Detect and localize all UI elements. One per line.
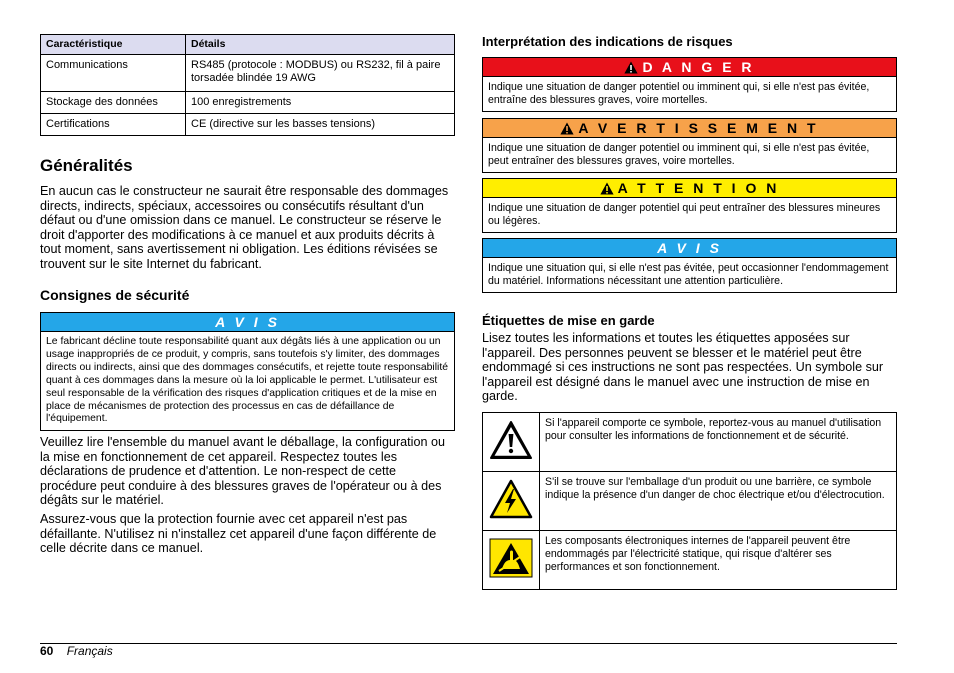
table-cell: CE (directive sur les basses tensions) (186, 114, 455, 136)
footer-divider (40, 643, 897, 644)
symbols-table (482, 412, 897, 590)
danger-text: Indique une situation de danger potentiel ou imminent qui, si elle n'est pas évitée, entraîne des blessures graves, voire mortelles. (488, 81, 870, 106)
symbol-description: Si l'appareil comporte ce symbole, reportez-vous au manuel d'utilisation pour consulter les informations de fonctionnement et de sécurité. (540, 413, 897, 472)
etiquettes-title: Étiquettes de mise en garde (482, 313, 655, 328)
etiquettes-text: Lisez toutes les informations et toutes les étiquettes apposées sur l'appareil. Des personnes peuvent se blesser et le matériel peut être endommagé si ces instructions ne sont pas respectées. Un symbole sur l'appareil est désigné dans le manuel avec une instruction de mise en garde. (482, 331, 884, 404)
table-row (483, 472, 897, 531)
avertissement-box (482, 118, 897, 173)
symbol-description: S'il se trouve sur l'emballage d'un produit ou une barrière, ce symbole indique la présence d'un danger de choc électrique et/ou d'électrocution. (540, 472, 897, 531)
spec-table (40, 34, 455, 136)
avis-label: A V I S (483, 239, 896, 258)
table-cell: 100 enregistrements (186, 92, 455, 114)
footer (40, 644, 113, 658)
generalites-title: Généralités (40, 156, 133, 175)
table-row (483, 413, 897, 472)
warning-triangle-icon (600, 182, 614, 195)
avertissement-text: Indique une situation de danger potentiel ou imminent qui, si elle n'est pas évitée, peut entraîner des blessures graves, voire mortelles. (488, 142, 870, 167)
symbol-cell (483, 413, 540, 472)
attention-box (482, 178, 897, 233)
table-row (483, 531, 897, 590)
table-cell: Certifications (41, 114, 186, 136)
spec-table-header (41, 35, 455, 55)
spec-header-details: Détails (186, 35, 455, 55)
spec-header-caracteristique: Caractéristique (41, 35, 186, 55)
table-cell: Stockage des données (41, 92, 186, 114)
avis-box-consignes (40, 312, 455, 431)
left-column (40, 34, 455, 136)
attention-text: Indique une situation de danger potentiel qui peut entraîner des blessures mineures ou légères. (488, 202, 881, 227)
symbol-description: Les composants électroniques internes de l'appareil peuvent être endommagés par l'électricité statique, qui risque d'altérer ses performances et son fonctionnement. (540, 531, 897, 590)
danger-box (482, 57, 897, 112)
table-row (41, 55, 455, 92)
avis-text: Le fabricant décline toute responsabilité quant aux dégâts liés à une application ou un usage inappropriés de ce produit, y compris, sans toutefois s'y limiter, des dommages directs ou indirects, ainsi que des dommages consécutifs, et rejette toute responsabilité quant à ces dommages dans la mesure où la loi applicable le permet. L'utilisateur est seul responsable de la vérification des risques d'application critiques et de la mise en place de mécanismes de protection des processus en cas de défaillance de l'équipement. (46, 336, 448, 425)
avis-label: A V I S (41, 313, 454, 332)
attention-bar (483, 179, 896, 198)
table-cell: Communications (41, 55, 186, 92)
footer-language: Français (66, 644, 113, 658)
avertissement-bar (483, 119, 896, 138)
avis-text: Indique une situation qui, si elle n'est pas évitée, peut occasionner l'endommagement du matériel. Informations nécessitant une attention particulière. (488, 262, 889, 287)
symbol-cell (483, 531, 540, 590)
avis-box-risques (482, 238, 897, 293)
danger-label: D A N G E R (642, 59, 755, 75)
page-number: 60 (40, 644, 54, 658)
warning-triangle-icon (560, 122, 574, 135)
symbol-cell (483, 472, 540, 531)
warning-exclamation-icon (489, 420, 533, 460)
consignes-title: Consignes de sécurité (40, 287, 190, 303)
table-row (41, 114, 455, 136)
consignes-paragraph-2: Assurez-vous que la protection fournie avec cet appareil n'est pas défaillante. N'utilisez ni n'installez cet appareil d'une façon différente de celle décrite dans ce manuel. (40, 512, 437, 556)
esd-sensitive-icon (489, 538, 533, 578)
generalites-text: En aucun cas le constructeur ne saurait être responsable des dommages directs, indirects, spéciaux, accessoires ou consécutifs résultant d'un défaut ou d'une omission dans ce manuel. Le constructeur se réserve le droit d'apporter des modifications à ce manuel et aux produits décrits à tout moment, sans avertissement ni obligation. Les éditions révisées se trouvent sur le site Internet du fabricant. (40, 184, 449, 271)
consignes-paragraph-1: Veuillez lire l'ensemble du manuel avant le déballage, la configuration ou la mise en fonctionnement de cet appareil. Respectez toutes les déclarations de prudence et d'attention. Le non-respect de cette procédure peut conduire à des blessures graves de l'opérateur ou à des dégâts sur le matériel. (40, 435, 445, 508)
danger-bar (483, 58, 896, 77)
warning-triangle-icon (624, 61, 638, 74)
table-row (41, 92, 455, 114)
electric-shock-icon (489, 479, 533, 519)
risques-title: Interprétation des indications de risques (482, 34, 733, 49)
attention-label: A T T E N T I O N (617, 180, 780, 196)
avertissement-label: A V E R T I S S E M E N T (578, 120, 819, 136)
table-cell: RS485 (protocole : MODBUS) ou RS232, fil à paire torsadée blindée 19 AWG (186, 55, 455, 92)
